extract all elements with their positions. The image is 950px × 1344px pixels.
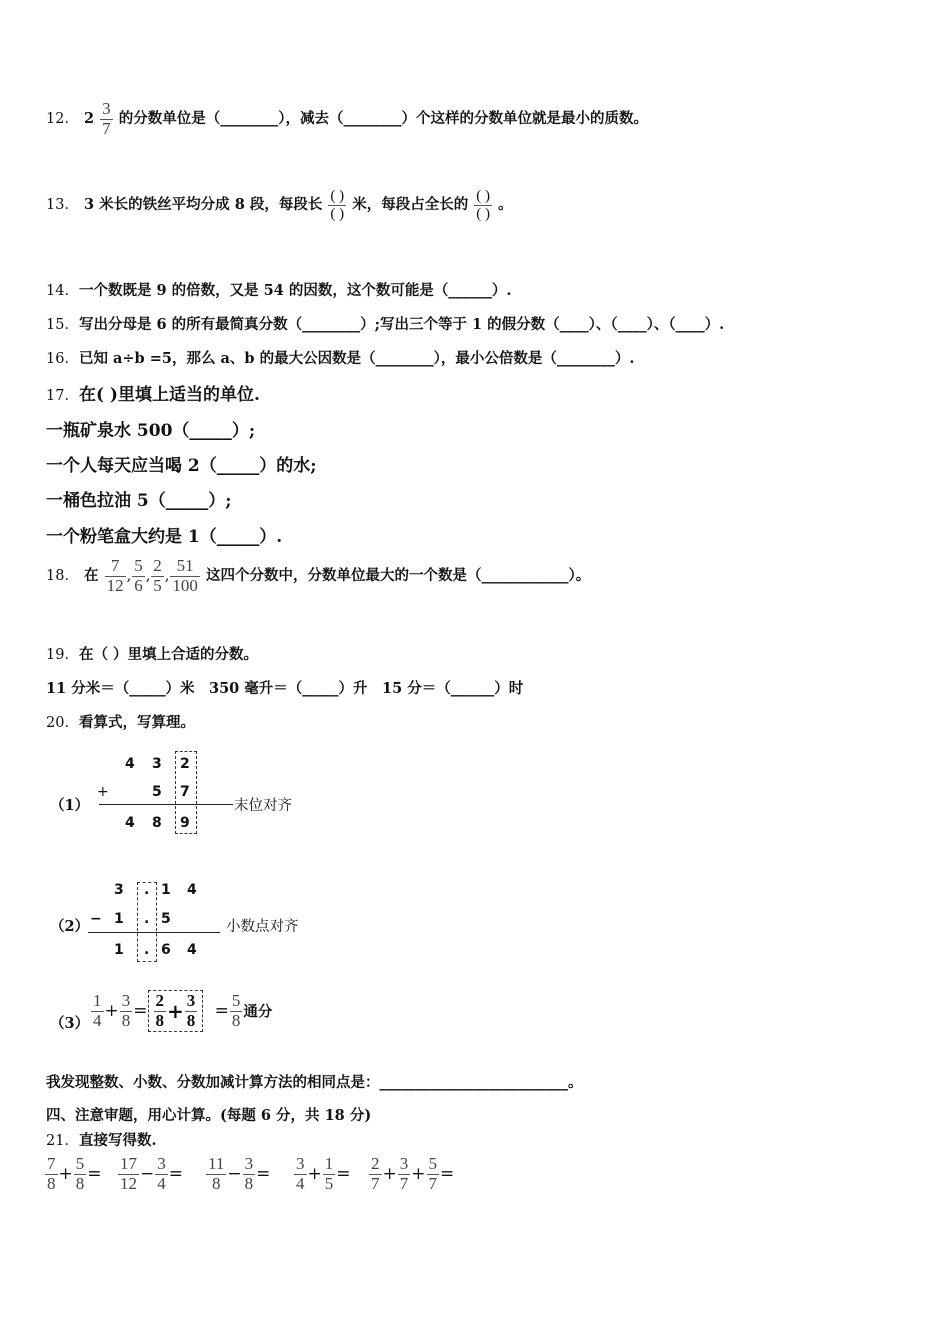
q21-item-5	[368, 1155, 454, 1193]
digit: 4	[125, 815, 135, 831]
equals-sign: =	[87, 1164, 102, 1185]
fraction-7-12: $\frac{7}{12}$	[106, 556, 124, 595]
fraction: $\frac{1}{5}$	[324, 1154, 334, 1193]
equals-sign: =	[440, 1164, 455, 1185]
fraction-3-8: $\frac{3}{8}$	[121, 991, 131, 1030]
question-title: 看算式，写算理。	[78, 714, 195, 731]
digit: 6	[161, 942, 171, 958]
question-18	[46, 557, 590, 595]
question-text: 写出分母是 6 的所有最简真分数（________）;写出三个等于 1 的假分数（____）、（____）、（____）.	[78, 316, 725, 333]
fraction: $\frac{3}{7}$	[399, 1154, 409, 1193]
fraction-5-8: $\frac{5}{8}$	[231, 991, 241, 1030]
separator: ,	[126, 568, 132, 585]
question-number: 12．	[46, 111, 79, 128]
digit: 9	[180, 815, 190, 831]
question-title: 在( )里填上适当的单位.	[78, 385, 260, 405]
part-2-note: 小数点对齐	[226, 919, 299, 935]
blank-fraction-length: $\frac{( )}{( )}$	[330, 188, 345, 222]
q21-item-4	[293, 1155, 351, 1193]
question-text-3: 。	[498, 196, 513, 213]
fraction: $\frac{5}{7}$	[428, 1154, 437, 1193]
operator: −	[140, 1164, 155, 1185]
fraction: $\frac{5}{8}$	[75, 1154, 85, 1193]
question-21	[46, 1129, 157, 1150]
operator: +	[411, 1164, 426, 1185]
fraction-51-100: $\frac{51}{100}$	[172, 556, 198, 595]
common-denominator-box	[148, 990, 204, 1032]
question-number: 13．	[46, 197, 79, 213]
section-4-heading: 四、注意审题，用心计算。(每题 6 分，共 18 分)	[46, 1107, 372, 1124]
question-16	[46, 347, 634, 368]
q21-item-2	[117, 1155, 183, 1193]
sum-line	[99, 804, 233, 805]
question-number: 17．	[46, 388, 79, 404]
q17-line-1: 一瓶矿泉水 500（_____）;	[46, 421, 256, 441]
fraction-addition	[90, 990, 272, 1032]
digit: 7	[180, 784, 190, 800]
equals-sign: =	[133, 1001, 148, 1022]
digit: 3	[114, 882, 124, 898]
digit: 1	[161, 882, 171, 898]
decimal-point: .	[144, 911, 150, 927]
digit: 8	[152, 815, 162, 831]
digit: 4	[187, 882, 197, 898]
question-number: 19．	[46, 647, 79, 663]
q21-item-3	[205, 1155, 270, 1193]
equals-sign: =	[256, 1164, 271, 1185]
q17-line-4: 一个粉笔盒大约是 1（_____）.	[46, 527, 283, 547]
question-pre: 在	[84, 567, 99, 585]
question-number: 16．	[46, 351, 79, 367]
question-title: 直接写得数.	[78, 1132, 157, 1149]
question-12	[46, 100, 648, 138]
separator: ,	[145, 568, 151, 585]
fraction-5-6: $\frac{5}{6}$	[134, 556, 143, 595]
question-15	[46, 313, 724, 334]
question-number: 21．	[46, 1133, 79, 1149]
q17-line-2: 一个人每天应当喝 2（_____）的水;	[46, 456, 317, 476]
fraction: $\frac{3}{8}$	[244, 1154, 254, 1193]
part-2-label: （2）	[50, 918, 90, 935]
question-text-1: 3 米长的铁丝平均分成 8 段，每段长	[84, 196, 323, 213]
decimal-point: .	[144, 942, 150, 958]
question-text: 已知 a÷b =5，那么 a、b 的最大公因数是（________），最小公倍数是（________）.	[78, 350, 635, 367]
plus-sign: +	[104, 1001, 119, 1022]
question-14	[46, 279, 511, 300]
question-text: 的分数单位是（________），减去（________）个这样的分数单位就是最小的质数。	[118, 110, 648, 128]
decimal-point: .	[144, 882, 150, 898]
question-20	[46, 711, 195, 732]
alignment-box	[137, 882, 157, 962]
digit: 1	[114, 911, 124, 927]
operator: +	[307, 1164, 322, 1185]
question-number: 14．	[46, 283, 79, 299]
q17-line-3: 一桶色拉油 5（_____）;	[46, 491, 232, 511]
fraction: $\frac{17}{12}$	[120, 1154, 137, 1193]
operator: −	[227, 1164, 242, 1185]
fraction: $\frac{3}{4}$	[296, 1154, 305, 1193]
fraction-3-8: $\frac{3}{8}$	[186, 991, 196, 1030]
fraction: $\frac{2}{7}$	[371, 1154, 380, 1193]
operator: +	[382, 1164, 397, 1185]
digit: 2	[180, 756, 190, 772]
blank-fraction-share: $\frac{( )}{( )}$	[476, 188, 491, 222]
digit: 5	[161, 911, 171, 927]
question-19	[46, 643, 258, 664]
q19-line: 11 分米＝（_____）米 350 毫升＝（_____）升 15 分＝（______）时	[46, 680, 524, 697]
separator: ,	[164, 568, 170, 585]
fraction-1-4: $\frac{1}{4}$	[93, 991, 102, 1030]
question-text: 这四个分数中，分数单位最大的一个数是（____________）。	[205, 567, 591, 585]
plus-sign: +	[97, 784, 109, 800]
question-text-2: 米，每段占全长的	[352, 196, 469, 213]
q20-conclusion: 我发现整数、小数、分数加减计算方法的相同点是：__________________________。	[46, 1074, 583, 1091]
digit: 3	[152, 756, 162, 772]
equals-sign: =	[336, 1164, 351, 1185]
fraction: $\frac{7}{8}$	[47, 1154, 56, 1193]
part-3-label: （3）	[50, 1015, 90, 1032]
mixed-whole: 2	[84, 110, 95, 128]
q21-item-1	[44, 1155, 102, 1193]
question-text: 一个数既是 9 的倍数，又是 54 的因数，这个数可能是（______）.	[78, 282, 512, 299]
question-13	[46, 188, 513, 222]
alignment-box	[175, 751, 197, 834]
equals-sign: =	[214, 1001, 229, 1022]
operator: +	[58, 1164, 73, 1185]
plus-sign: +	[167, 999, 184, 1024]
part-1-note: 末位对齐	[234, 798, 292, 814]
question-number: 18．	[46, 568, 79, 585]
question-number: 20．	[46, 715, 79, 731]
fraction: $\frac{11}{8}$	[208, 1154, 225, 1193]
minus-sign: −	[90, 911, 102, 927]
digit: 4	[125, 756, 135, 772]
question-17	[46, 380, 260, 405]
fraction-3-7: $\frac{3}{7}$	[102, 99, 111, 138]
question-title: 在（ ）里填上合适的分数。	[78, 646, 259, 663]
digit: 4	[187, 942, 197, 958]
part-3-note: 通分	[243, 1003, 273, 1021]
fraction-2-8: $\frac{2}{8}$	[155, 991, 164, 1030]
part-1-label: （1）	[50, 797, 90, 814]
fraction: $\frac{3}{4}$	[157, 1154, 166, 1193]
digit: 5	[152, 784, 162, 800]
equals-sign: =	[168, 1164, 183, 1185]
question-number: 15．	[46, 317, 79, 333]
fraction-2-5: $\frac{2}{5}$	[153, 556, 162, 595]
digit: 1	[114, 942, 124, 958]
